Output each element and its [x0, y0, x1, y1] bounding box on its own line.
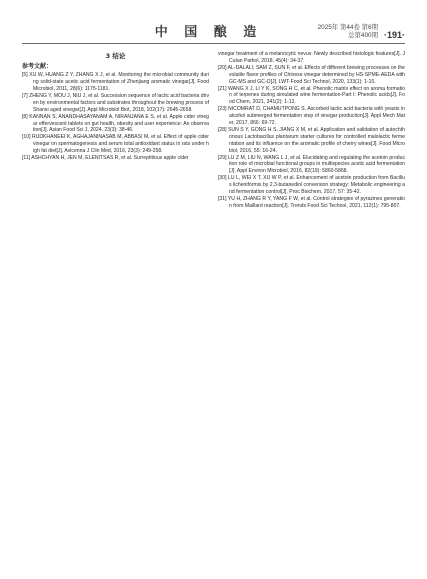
journal-title: 中 国 酿 造	[154, 25, 263, 40]
reference-item: [23] NICOMRAT D, CHAMUTPONG S. Ascorbed lactic acid bacteria with yeasts in alcohol submerged fermentation step of vinegar production[J]. Appl Mech Mater, 2017, 866: 69-72.	[218, 106, 405, 126]
page-header	[22, 10, 405, 44]
reference-item: [21] WANG X J, LI Y K, SONG H C, et al. Phenolic matrix effect on aroma formation of terpenes during simulated wine fermentation-Part I: Phenolic acids[J]. Food Chem, 2021, 341(2): 1-12.	[218, 85, 405, 106]
issue-info	[285, 24, 405, 40]
total-issue: 总第400期	[348, 32, 378, 39]
conclusion-heading: 3 结论	[105, 52, 126, 60]
right-column	[218, 51, 405, 210]
reference-item: [8] KANNAN S, ANANDHASAYANAM A, NIRANJANA E S, et al. Apple cider vinegar effervescent tablets on gut health, obesity and user experience: An observation[J]. Asian Food Sci J, 2024, 23(3): 38-46.	[22, 113, 209, 134]
issue-meta	[318, 24, 378, 40]
reference-list-right	[218, 51, 405, 210]
page-number: ·191·	[383, 30, 405, 40]
reference-item: [30] LU L, WEI X T, XU W P, et al. Enhancement of acetoin production from Bacillus licheniformis by 2,3-butanediol conversion strategy: Metabolic engineering and fermentation control[J]. Proc Biochem, 2017, 57: 35-42.	[218, 175, 405, 195]
reference-item: [5] XU W, HUANG Z Y, ZHANG X J, et al. Monitoring the microbial community during solid-state acetic acid fermentation of Zhenjiang aromatic vinegar[J]. Food Microbiol, 2011, 28(6): 1175-1181.	[22, 72, 209, 92]
issue-line: 2025年 第44卷 第6期	[317, 24, 378, 31]
reference-item: [31] YU H, ZHANG R Y, YANG F W, et al. Control strategies of pyrazines generation from Maillard reaction[J]. Trends Food Sci Technol, 2021, 112(1): 795-807.	[218, 196, 405, 209]
reference-list-left	[22, 72, 209, 162]
reference-item: vinegar treatment of a melanocytic nevus: Newly described histologic features[J]. J Cutan Pathol, 2018, 45(4): 34-37.	[218, 51, 405, 64]
reference-item: [28] SUN S Y, GONG H S, JIANG X M, et al. Application and validation of autochthonous Lactobacillus plantarum starter cultures for controlled malolactic fermentation and its influence on the aromatic profile of cherry wines[J]. Food Microbiol, 2016, 55: 16-24.	[218, 127, 405, 154]
reference-item: [29] LU Z M, LIU N, WANG L J, et al. Elucidating and regulating the acetoin production role of microbial functional groups in multispecies acetic acid fermentation[J]. Appl Environ Microbiol, 2016, 82(19): 5860-5868.	[218, 154, 405, 175]
reference-item: [7] ZHENG Y, MOU J, NIU J, et al. Succession sequence of lactic acid bacteria driven by environmental factors and substrates throughout the brewing process of Shanxi aged vinegar[J]. Appl Microbiol Biot, 2018, 102(17): 2645-2658.	[22, 93, 209, 113]
body-columns	[22, 51, 405, 210]
references-heading: 参考文献：	[22, 63, 53, 71]
reference-item: [10] RUDKHANEEI K, AGHAJANINASAB M, ABBASI M, et al. Effect of apple cider vinegar on spermatogenesis and serum total antioxidant status in rats under high fat diet[J]. Avicenna J Clin Med, 2016, 23(3): 249-258.	[22, 134, 209, 155]
left-column	[22, 51, 209, 210]
reference-item: [20] AL-DALALI, SAM Z, SUN F, et al. Effects of different brewing processes on the volatile flavor profiles of Chinese vinegar determined by HS-SPME-AEDA with GC-MS and GC-O[J]. LWT-Food Sci Technol, 2020, 133(1): 1-10.	[218, 64, 405, 85]
reference-item: [11] ASHCHYAN H, JEN M, ELENITSAS R, et al. Surreptitious apple cider	[22, 155, 189, 162]
